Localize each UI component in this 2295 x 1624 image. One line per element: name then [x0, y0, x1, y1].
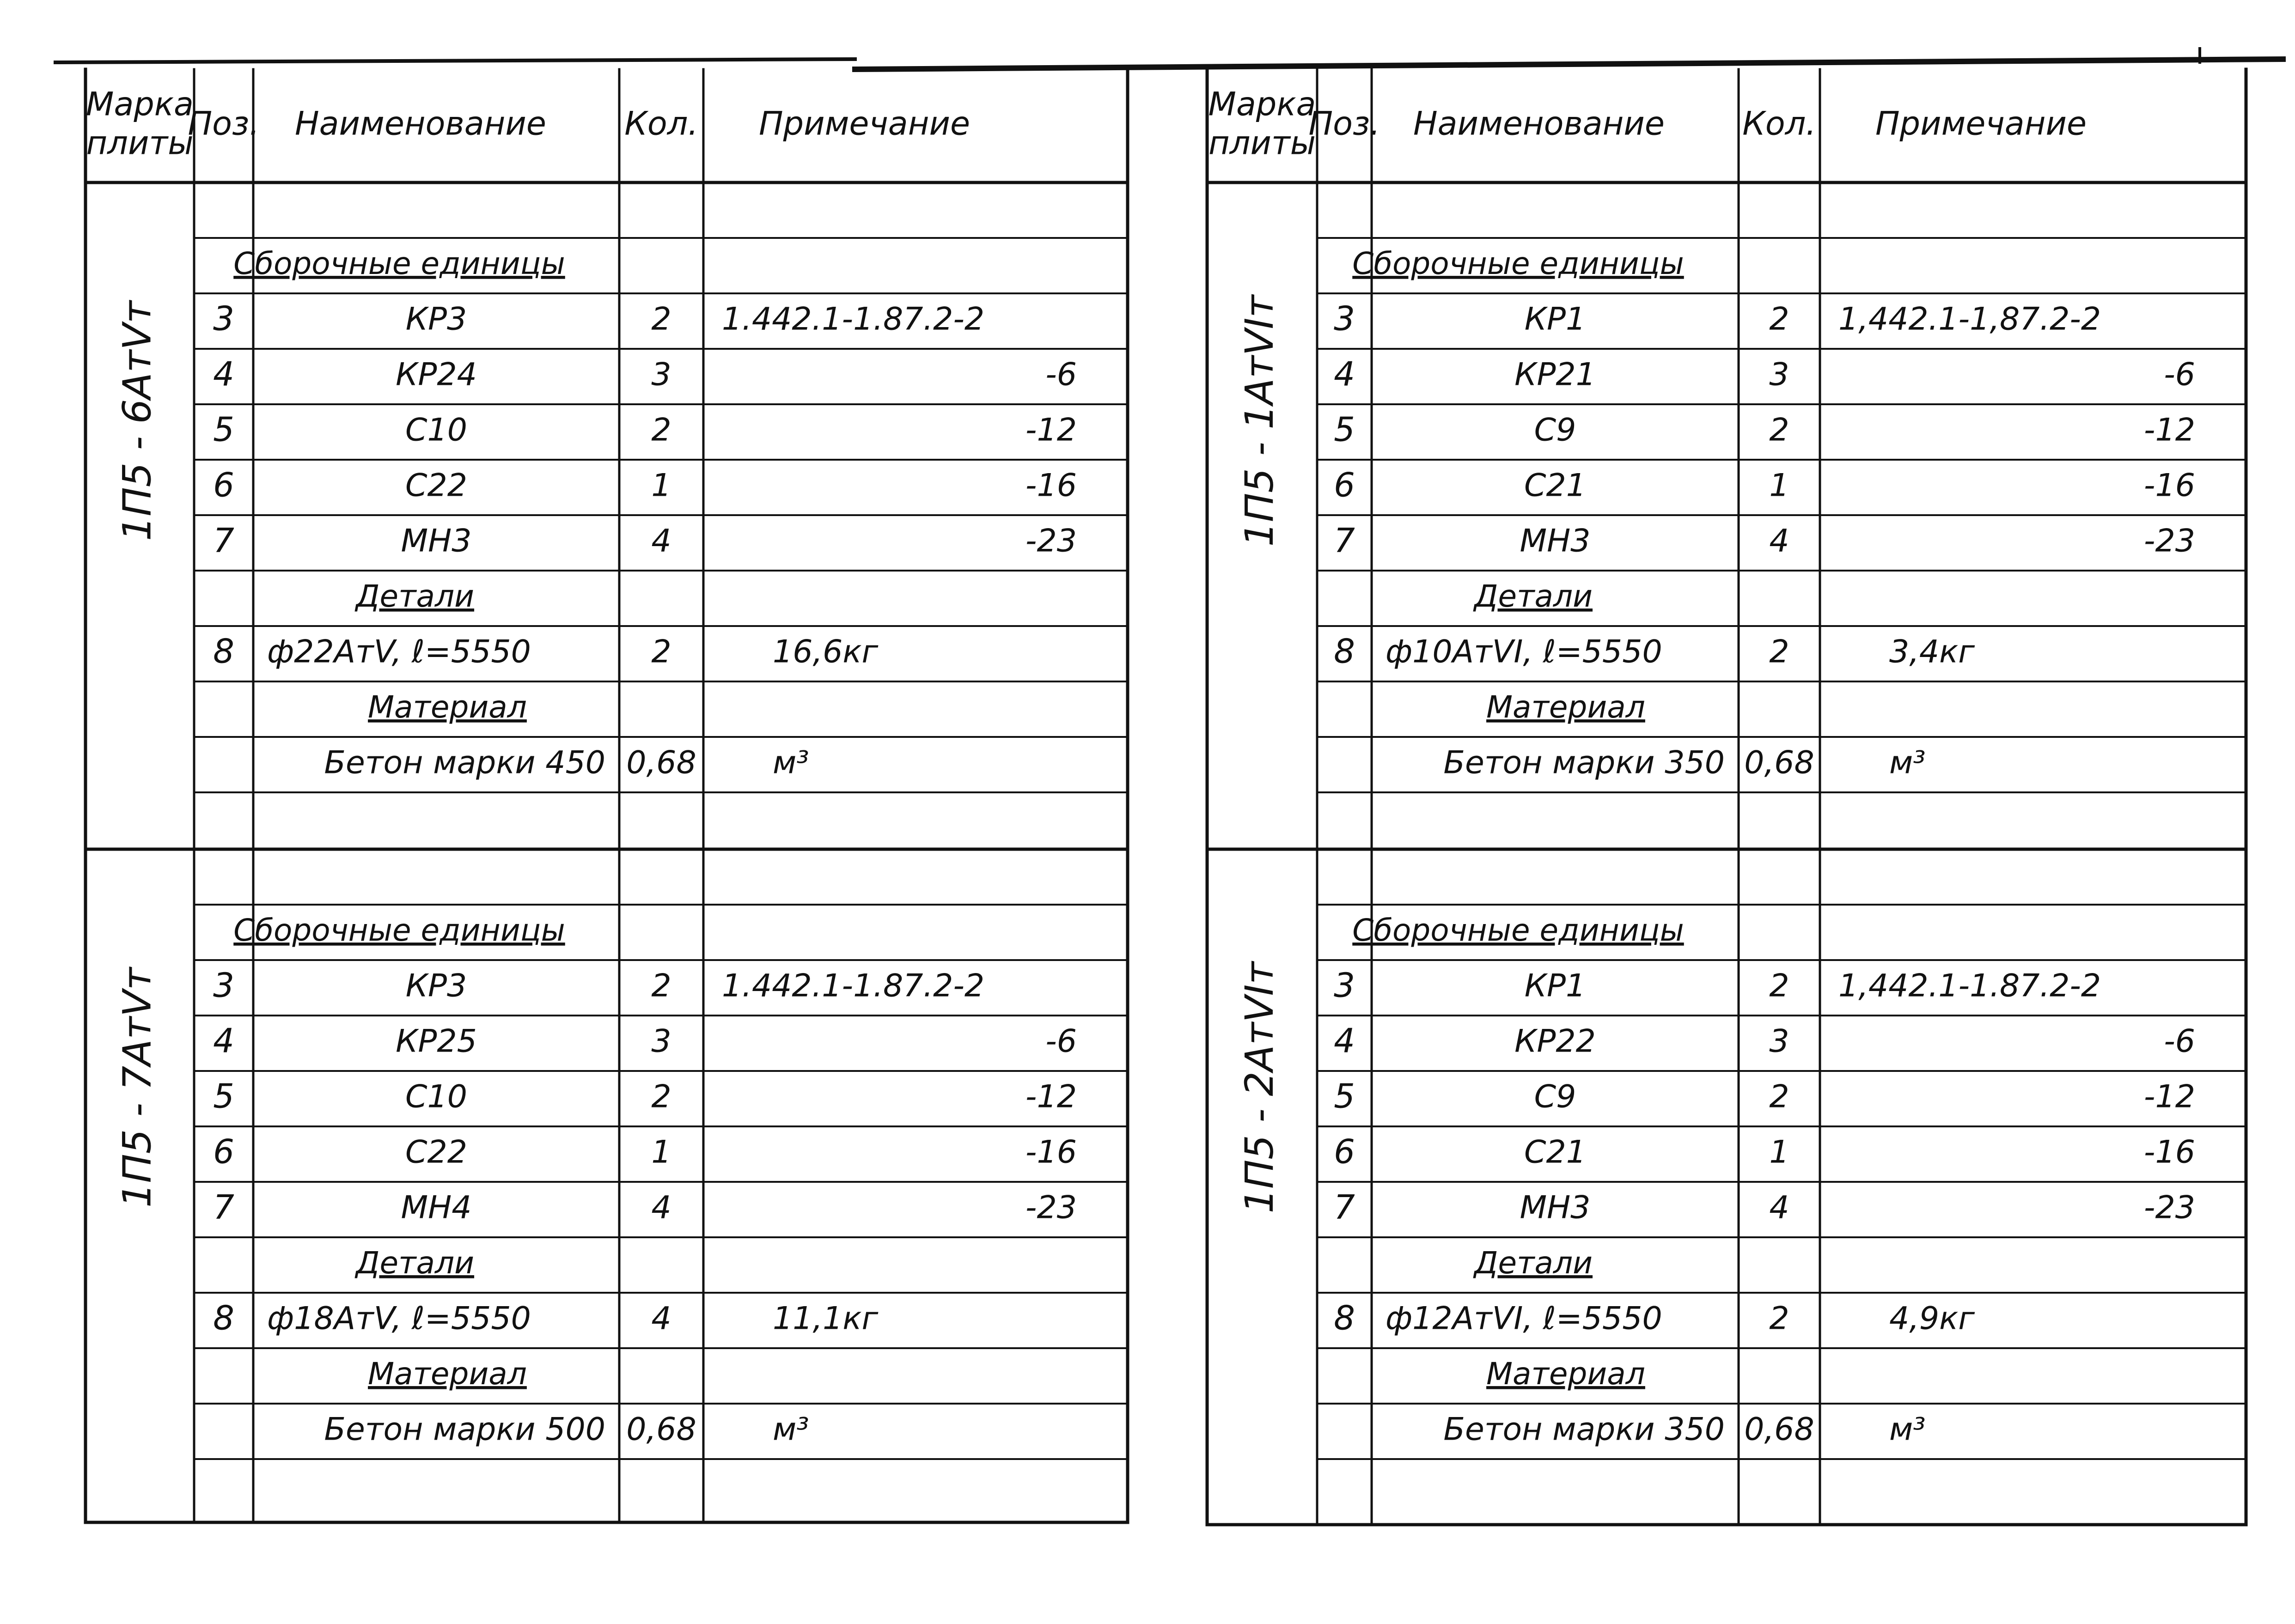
item-name: МН3: [1520, 1189, 1591, 1226]
item-note: -23: [1025, 1189, 1077, 1226]
slab-mark-label: 1П5 - 6АтVт: [114, 301, 160, 541]
item-name: С10: [405, 1078, 468, 1115]
detail-quantity: 2: [1769, 633, 1789, 670]
detail-quantity: 2: [651, 633, 671, 670]
item-position: 7: [1334, 521, 1355, 560]
item-note: -16: [1025, 1134, 1077, 1171]
header-name: Наименование: [295, 104, 546, 143]
item-name: С21: [1524, 1134, 1587, 1171]
item-position: 4: [213, 354, 234, 394]
section-details-title: Детали: [1474, 1245, 1593, 1281]
item-name: С21: [1524, 467, 1587, 504]
material-unit: м³: [1889, 1411, 1926, 1448]
item-quantity: 2: [1769, 967, 1789, 1004]
item-name: С9: [1534, 412, 1576, 449]
item-quantity: 2: [651, 1078, 671, 1115]
item-quantity: 3: [651, 1023, 671, 1060]
item-note: 1,442.1-1.87.2-2: [1838, 967, 2101, 1004]
item-quantity: 4: [1769, 1189, 1789, 1226]
item-note: -23: [2143, 1189, 2195, 1226]
item-position: 6: [1334, 1132, 1355, 1171]
item-position: 7: [213, 521, 234, 560]
section-material-title: Материал: [1486, 689, 1645, 725]
detail-note: 11,1кг: [773, 1300, 879, 1337]
detail-position: 8: [1334, 1298, 1355, 1338]
item-position: 4: [1334, 1021, 1355, 1060]
header-mark-line2: плиты: [1208, 124, 1316, 162]
item-name: С9: [1534, 1078, 1576, 1115]
item-note: -6: [1045, 356, 1077, 393]
section-details-title: Детали: [355, 578, 475, 614]
item-position: 3: [213, 966, 234, 1005]
detail-position: 8: [213, 632, 234, 671]
item-name: МН4: [401, 1189, 472, 1226]
item-note: -12: [1025, 1078, 1077, 1115]
header-note: Примечание: [1875, 104, 2087, 143]
header-note: Примечание: [759, 104, 970, 143]
item-note: -12: [2143, 412, 2195, 449]
section-material-title: Материал: [1486, 1356, 1645, 1392]
item-name: МН3: [1520, 523, 1591, 560]
header-pos: Поз.: [188, 104, 260, 143]
detail-quantity: 2: [1769, 1300, 1789, 1337]
item-position: 5: [1334, 1077, 1355, 1116]
item-position: 6: [213, 465, 234, 505]
item-note: -12: [1025, 412, 1077, 449]
detail-position: 8: [213, 1298, 234, 1338]
section-details-title: Детали: [355, 1245, 475, 1281]
item-name: КР22: [1514, 1023, 1596, 1060]
detail-name: ф22АтV, ℓ=5550: [267, 633, 531, 670]
item-quantity: 1: [651, 1134, 671, 1171]
item-quantity: 2: [651, 412, 671, 449]
item-quantity: 4: [1769, 523, 1789, 560]
header-mark-line1: Марка: [86, 85, 194, 123]
item-quantity: 2: [651, 301, 671, 338]
item-quantity: 2: [1769, 301, 1789, 338]
header-pos: Поз.: [1308, 104, 1380, 143]
slab-mark-label: 1П5 - 2АтVIт: [1236, 961, 1282, 1214]
material-quantity: 0,68: [1744, 1411, 1814, 1448]
item-name: КР3: [405, 301, 467, 338]
item-quantity: 4: [651, 523, 671, 560]
section-material-title: Материал: [368, 1356, 527, 1392]
item-position: 5: [213, 410, 234, 449]
material-quantity: 0,68: [626, 1411, 696, 1448]
item-quantity: 2: [651, 967, 671, 1004]
item-position: 3: [213, 299, 234, 338]
section-assembly-title: Сборочные единицы: [233, 246, 565, 282]
item-note: -23: [1025, 523, 1077, 560]
item-note: -16: [2143, 467, 2195, 504]
item-quantity: 1: [1769, 467, 1789, 504]
item-position: 6: [1334, 465, 1355, 505]
item-quantity: 2: [1769, 412, 1789, 449]
item-note: -16: [1025, 467, 1077, 504]
item-name: С22: [405, 1134, 468, 1171]
item-note: -6: [2164, 1023, 2195, 1060]
item-note: -6: [2164, 356, 2195, 393]
item-note: 1,442.1-1,87.2-2: [1838, 301, 2101, 338]
material-name: Бетон марки 350: [1443, 1411, 1725, 1448]
detail-name: ф10АтVI, ℓ=5550: [1386, 633, 1662, 670]
section-details-title: Детали: [1474, 578, 1593, 614]
item-position: 5: [213, 1077, 234, 1116]
header-mark-line2: плиты: [86, 124, 194, 162]
material-unit: м³: [1889, 744, 1926, 781]
item-position: 7: [213, 1187, 234, 1227]
detail-position: 8: [1334, 632, 1355, 671]
item-quantity: 1: [651, 467, 671, 504]
item-quantity: 3: [1769, 356, 1789, 393]
detail-note: 3,4кг: [1889, 633, 1975, 670]
item-position: 5: [1334, 410, 1355, 449]
item-name: КР1: [1524, 967, 1586, 1004]
item-note: -6: [1045, 1023, 1077, 1060]
header-qty: Кол.: [1742, 104, 1816, 143]
item-name: КР25: [396, 1023, 477, 1060]
item-name: МН3: [401, 523, 472, 560]
section-material-title: Материал: [368, 689, 527, 725]
material-name: Бетон марки 350: [1443, 744, 1725, 781]
item-note: 1.442.1-1.87.2-2: [722, 967, 985, 1004]
item-note: -23: [2143, 523, 2195, 560]
section-assembly-title: Сборочные единицы: [1352, 912, 1684, 949]
item-note: -12: [2143, 1078, 2195, 1115]
detail-name: ф12АтVI, ℓ=5550: [1386, 1300, 1662, 1337]
item-quantity: 3: [1769, 1023, 1789, 1060]
item-position: 7: [1334, 1187, 1355, 1227]
slab-mark-label: 1П5 - 1АтVIт: [1236, 295, 1282, 547]
item-position: 6: [213, 1132, 234, 1171]
item-quantity: 1: [1769, 1134, 1789, 1171]
item-note: -16: [2143, 1134, 2195, 1171]
detail-name: ф18АтV, ℓ=5550: [267, 1300, 531, 1337]
item-quantity: 2: [1769, 1078, 1789, 1115]
item-name: КР24: [396, 356, 477, 393]
item-name: С10: [405, 412, 468, 449]
item-position: 4: [213, 1021, 234, 1060]
item-position: 3: [1334, 966, 1355, 1005]
item-quantity: 3: [651, 356, 671, 393]
detail-quantity: 4: [651, 1300, 671, 1337]
material-unit: м³: [773, 744, 809, 781]
item-name: КР1: [1524, 301, 1586, 338]
item-name: КР3: [405, 967, 467, 1004]
item-quantity: 4: [651, 1189, 671, 1226]
material-name: Бетон марки 500: [324, 1411, 605, 1448]
header-mark-line1: Марка: [1208, 85, 1316, 123]
item-note: 1.442.1-1.87.2-2: [722, 301, 985, 338]
slab-mark-label: 1П5 - 7АтVт: [114, 967, 160, 1208]
item-position: 4: [1334, 354, 1355, 394]
item-name: КР21: [1514, 356, 1596, 393]
material-name: Бетон марки 450: [324, 744, 605, 781]
item-name: С22: [405, 467, 468, 504]
item-position: 3: [1334, 299, 1355, 338]
detail-note: 4,9кг: [1889, 1300, 1975, 1337]
detail-note: 16,6кг: [773, 633, 879, 670]
section-assembly-title: Сборочные единицы: [1352, 246, 1684, 282]
header-qty: Кол.: [624, 104, 698, 143]
material-unit: м³: [773, 1411, 809, 1448]
material-quantity: 0,68: [1744, 744, 1814, 781]
header-name: Наименование: [1413, 104, 1665, 143]
material-quantity: 0,68: [626, 744, 696, 781]
section-assembly-title: Сборочные единицы: [233, 912, 565, 949]
